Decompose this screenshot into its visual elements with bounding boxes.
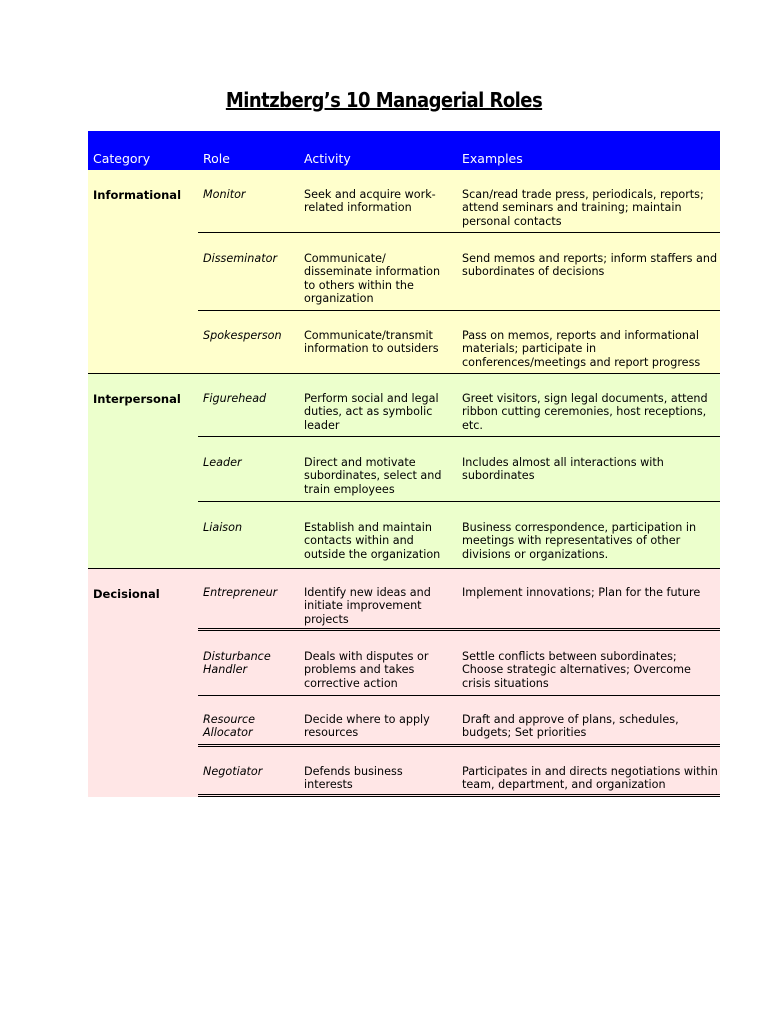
- header-examples: Examples: [462, 151, 523, 166]
- activity-cell: Identify new ideas and initiate improvement projects: [304, 586, 431, 626]
- examples-cell: Draft and approve of plans, schedules, budgets; Set priorities: [462, 713, 679, 740]
- activity-cell: Seek and acquire work-related information: [304, 188, 436, 215]
- table-row: [88, 311, 720, 374]
- activity-cell: Establish and maintain contacts within and outside the organization: [304, 521, 441, 561]
- role-cell: Disseminator: [203, 252, 278, 265]
- table-row: [88, 747, 720, 797]
- activity-cell: Direct and motivate subordinates, select and train employees: [304, 456, 442, 496]
- table-row: [88, 569, 720, 631]
- examples-cell: Business correspondence, participation in meetings with representatives of other divisions or organizations.: [462, 521, 697, 561]
- table-row: [88, 374, 720, 437]
- page-title: Mintzberg’s 10 Managerial Roles: [225, 88, 543, 112]
- examples-cell: Settle conflicts between subordinates; Choose strategic alternatives; Overcome crisis situations: [462, 650, 691, 690]
- category-label: Informational: [93, 188, 182, 202]
- role-cell: Disturbance Handler: [203, 650, 271, 677]
- examples-cell: Send memos and reports; inform staffers and subordinates of decisions: [462, 252, 718, 279]
- examples-cell: Includes almost all interactions with subordinates: [462, 456, 664, 483]
- table-row: [88, 696, 720, 747]
- roles-table: [88, 131, 720, 797]
- examples-cell: Participates in and directs negotiations within team, department, and organization: [462, 765, 718, 792]
- group-informational: [88, 170, 720, 374]
- activity-cell: Communicate/transmit information to outsiders: [304, 329, 439, 356]
- role-cell: Negotiator: [203, 765, 263, 778]
- table-row: [88, 437, 720, 502]
- examples-cell: Implement innovations; Plan for the future: [462, 586, 701, 599]
- examples-cell: Pass on memos, reports and informational materials; participate in conferences/meetings and report progress: [462, 329, 701, 369]
- table-row: [88, 233, 720, 311]
- table-header: [88, 131, 720, 170]
- examples-cell: Scan/read trade press, periodicals, reports; attend seminars and training; maintain personal contacts: [462, 188, 704, 228]
- header-role: Role: [203, 151, 230, 166]
- role-cell: Spokesperson: [203, 329, 282, 342]
- activity-cell: Deals with disputes or problems and takes corrective action: [304, 650, 429, 690]
- table-row: [88, 502, 720, 569]
- row-divider: [198, 794, 720, 797]
- group-interpersonal: [88, 374, 720, 569]
- role-cell: Liaison: [203, 521, 243, 534]
- header-category: Category: [93, 151, 151, 166]
- examples-cell: Greet visitors, sign legal documents, attend ribbon cutting ceremonies, host receptions, etc.: [462, 392, 708, 432]
- role-cell: Monitor: [203, 188, 246, 201]
- role-cell: Resource Allocator: [203, 713, 256, 740]
- header-activity: Activity: [304, 151, 351, 166]
- activity-cell: Perform social and legal duties, act as symbolic leader: [304, 392, 439, 432]
- role-cell: Figurehead: [203, 392, 267, 405]
- activity-cell: Decide where to apply resources: [304, 713, 430, 740]
- activity-cell: Defends business interests: [304, 765, 403, 792]
- category-label: Interpersonal: [93, 392, 181, 406]
- role-cell: Leader: [203, 456, 242, 469]
- role-cell: Entrepreneur: [203, 586, 278, 599]
- table-row: [88, 170, 720, 233]
- activity-cell: Communicate/ disseminate information to others within the organization: [304, 252, 441, 306]
- category-label: Decisional: [93, 587, 160, 601]
- group-decisional: [88, 569, 720, 797]
- table-row: [88, 631, 720, 696]
